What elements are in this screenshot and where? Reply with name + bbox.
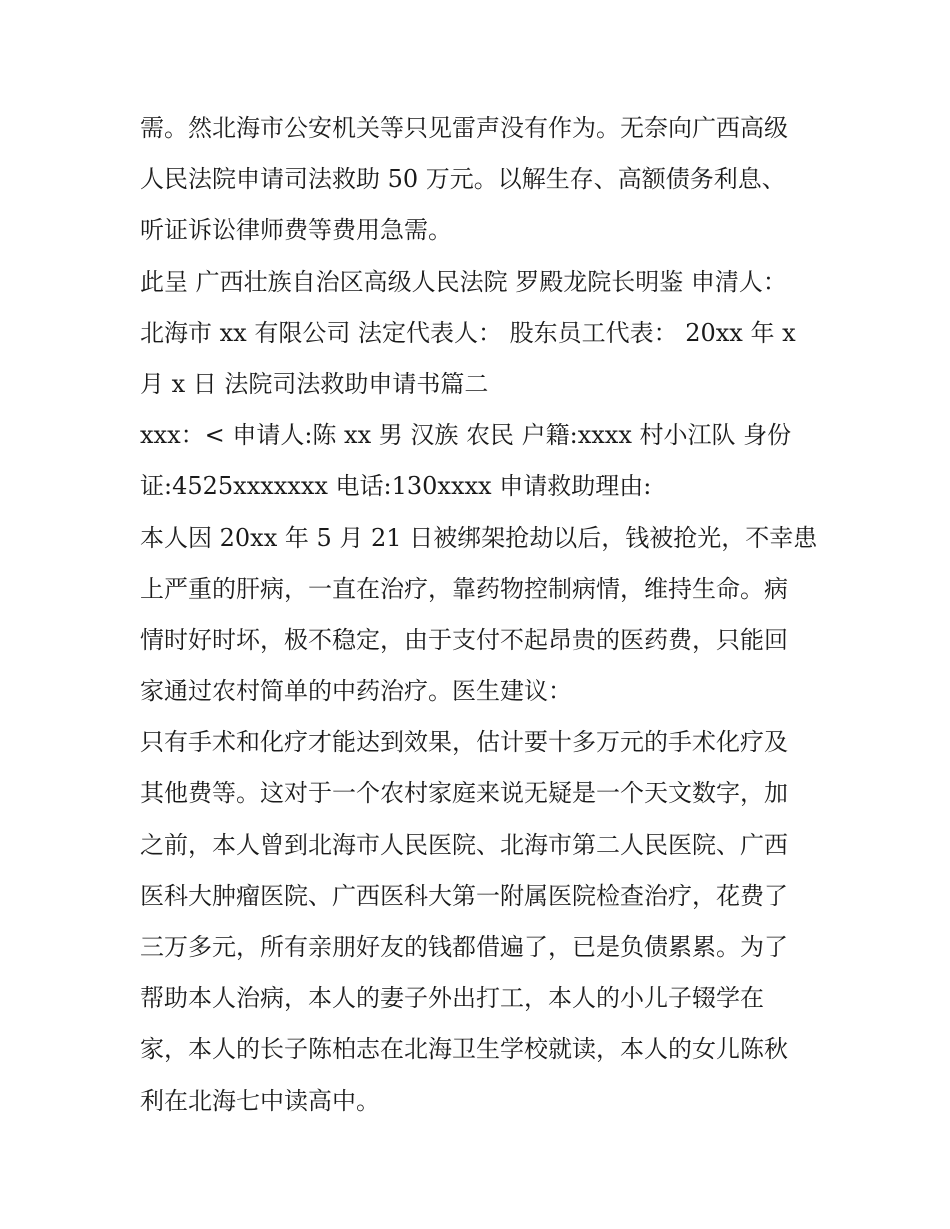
text-line: 听证诉讼律师费等费用急需。 — [140, 216, 452, 245]
document-body — [140, 103, 820, 1127]
text-line: 人民法院申请司法救助 50 万元。以解生存、高额债务利息、 — [140, 165, 786, 194]
text-line: 帮助本人治病，本人的妻子外出打工，本人的小儿子辍学在 — [140, 984, 764, 1013]
text-line: 家，本人的长子陈柏志在北海卫生学校就读，本人的女儿陈秋 — [140, 1035, 788, 1064]
text-line: 北海市 xx 有限公司 法定代表人： 股东员工代表： 20xx 年 x — [140, 318, 796, 347]
text-line: 只有手术和化疗才能达到效果，估计要十多万元的手术化疗及 — [140, 728, 788, 757]
text-line: 此呈 广西壮族自治区高级人民法院 罗殿龙院长明鉴 申清人： — [140, 267, 787, 296]
text-line: 利在北海七中读高中。 — [140, 1086, 380, 1115]
text-line: xxx：< 申请人:陈 xx 男 汉族 农民 户籍:xxxx 村小江队 身份 — [140, 421, 792, 450]
text-line: 需。然北海市公安机关等只见雷声没有作为。无奈向广西高级 — [140, 114, 788, 142]
text-line: 家通过农村简单的中药治疗。医生建议： — [140, 677, 572, 706]
text-line: 三万多元，所有亲朋好友的钱都借遍了，已是负债累累。为了 — [140, 933, 788, 961]
text-line: 之前，本人曾到北海市人民医院、北海市第二人民医院、广西 — [140, 830, 788, 859]
text-line: 本人因 20xx 年 5 月 21 日被绑架抢劫以后，钱被抢光，不幸患 — [140, 523, 818, 552]
text-line: 证:4525xxxxxxx 电话:130xxxx 申请救助理由: — [140, 472, 652, 501]
text-line: 上严重的肝病，一直在治疗，靠药物控制病情，维持生命。病 — [140, 574, 788, 603]
text-line: 其他费等。这对于一个农村家庭来说无疑是一个天文数字，加 — [140, 779, 788, 808]
text-line: 情时好时坏，极不稳定，由于支付不起昂贵的医药费，只能回 — [140, 625, 788, 654]
text-line: 月 x 日 法院司法救助申请书篇二 — [140, 369, 489, 398]
text-line: 医科大肿瘤医院、广西医科大第一附属医院检查治疗，花费了 — [140, 881, 788, 910]
